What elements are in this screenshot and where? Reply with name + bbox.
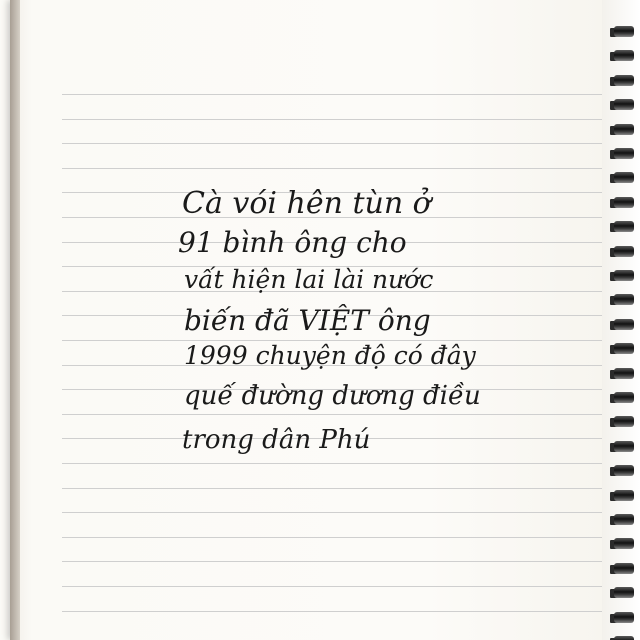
note-line-4: biến đã VIỆT ông xyxy=(184,304,431,337)
note-line-6: quế đường dương điều xyxy=(184,381,481,411)
note-line-1: Cà vói hên tùn ở xyxy=(182,186,431,221)
note-line-3: vất hiện lai lài nước xyxy=(184,265,434,294)
note-line-5: 1999 chuyện độ có đây xyxy=(184,341,476,370)
note-line-2: 91 bình ông cho xyxy=(178,226,407,259)
note-line-7: trong dân Phú xyxy=(182,425,371,455)
